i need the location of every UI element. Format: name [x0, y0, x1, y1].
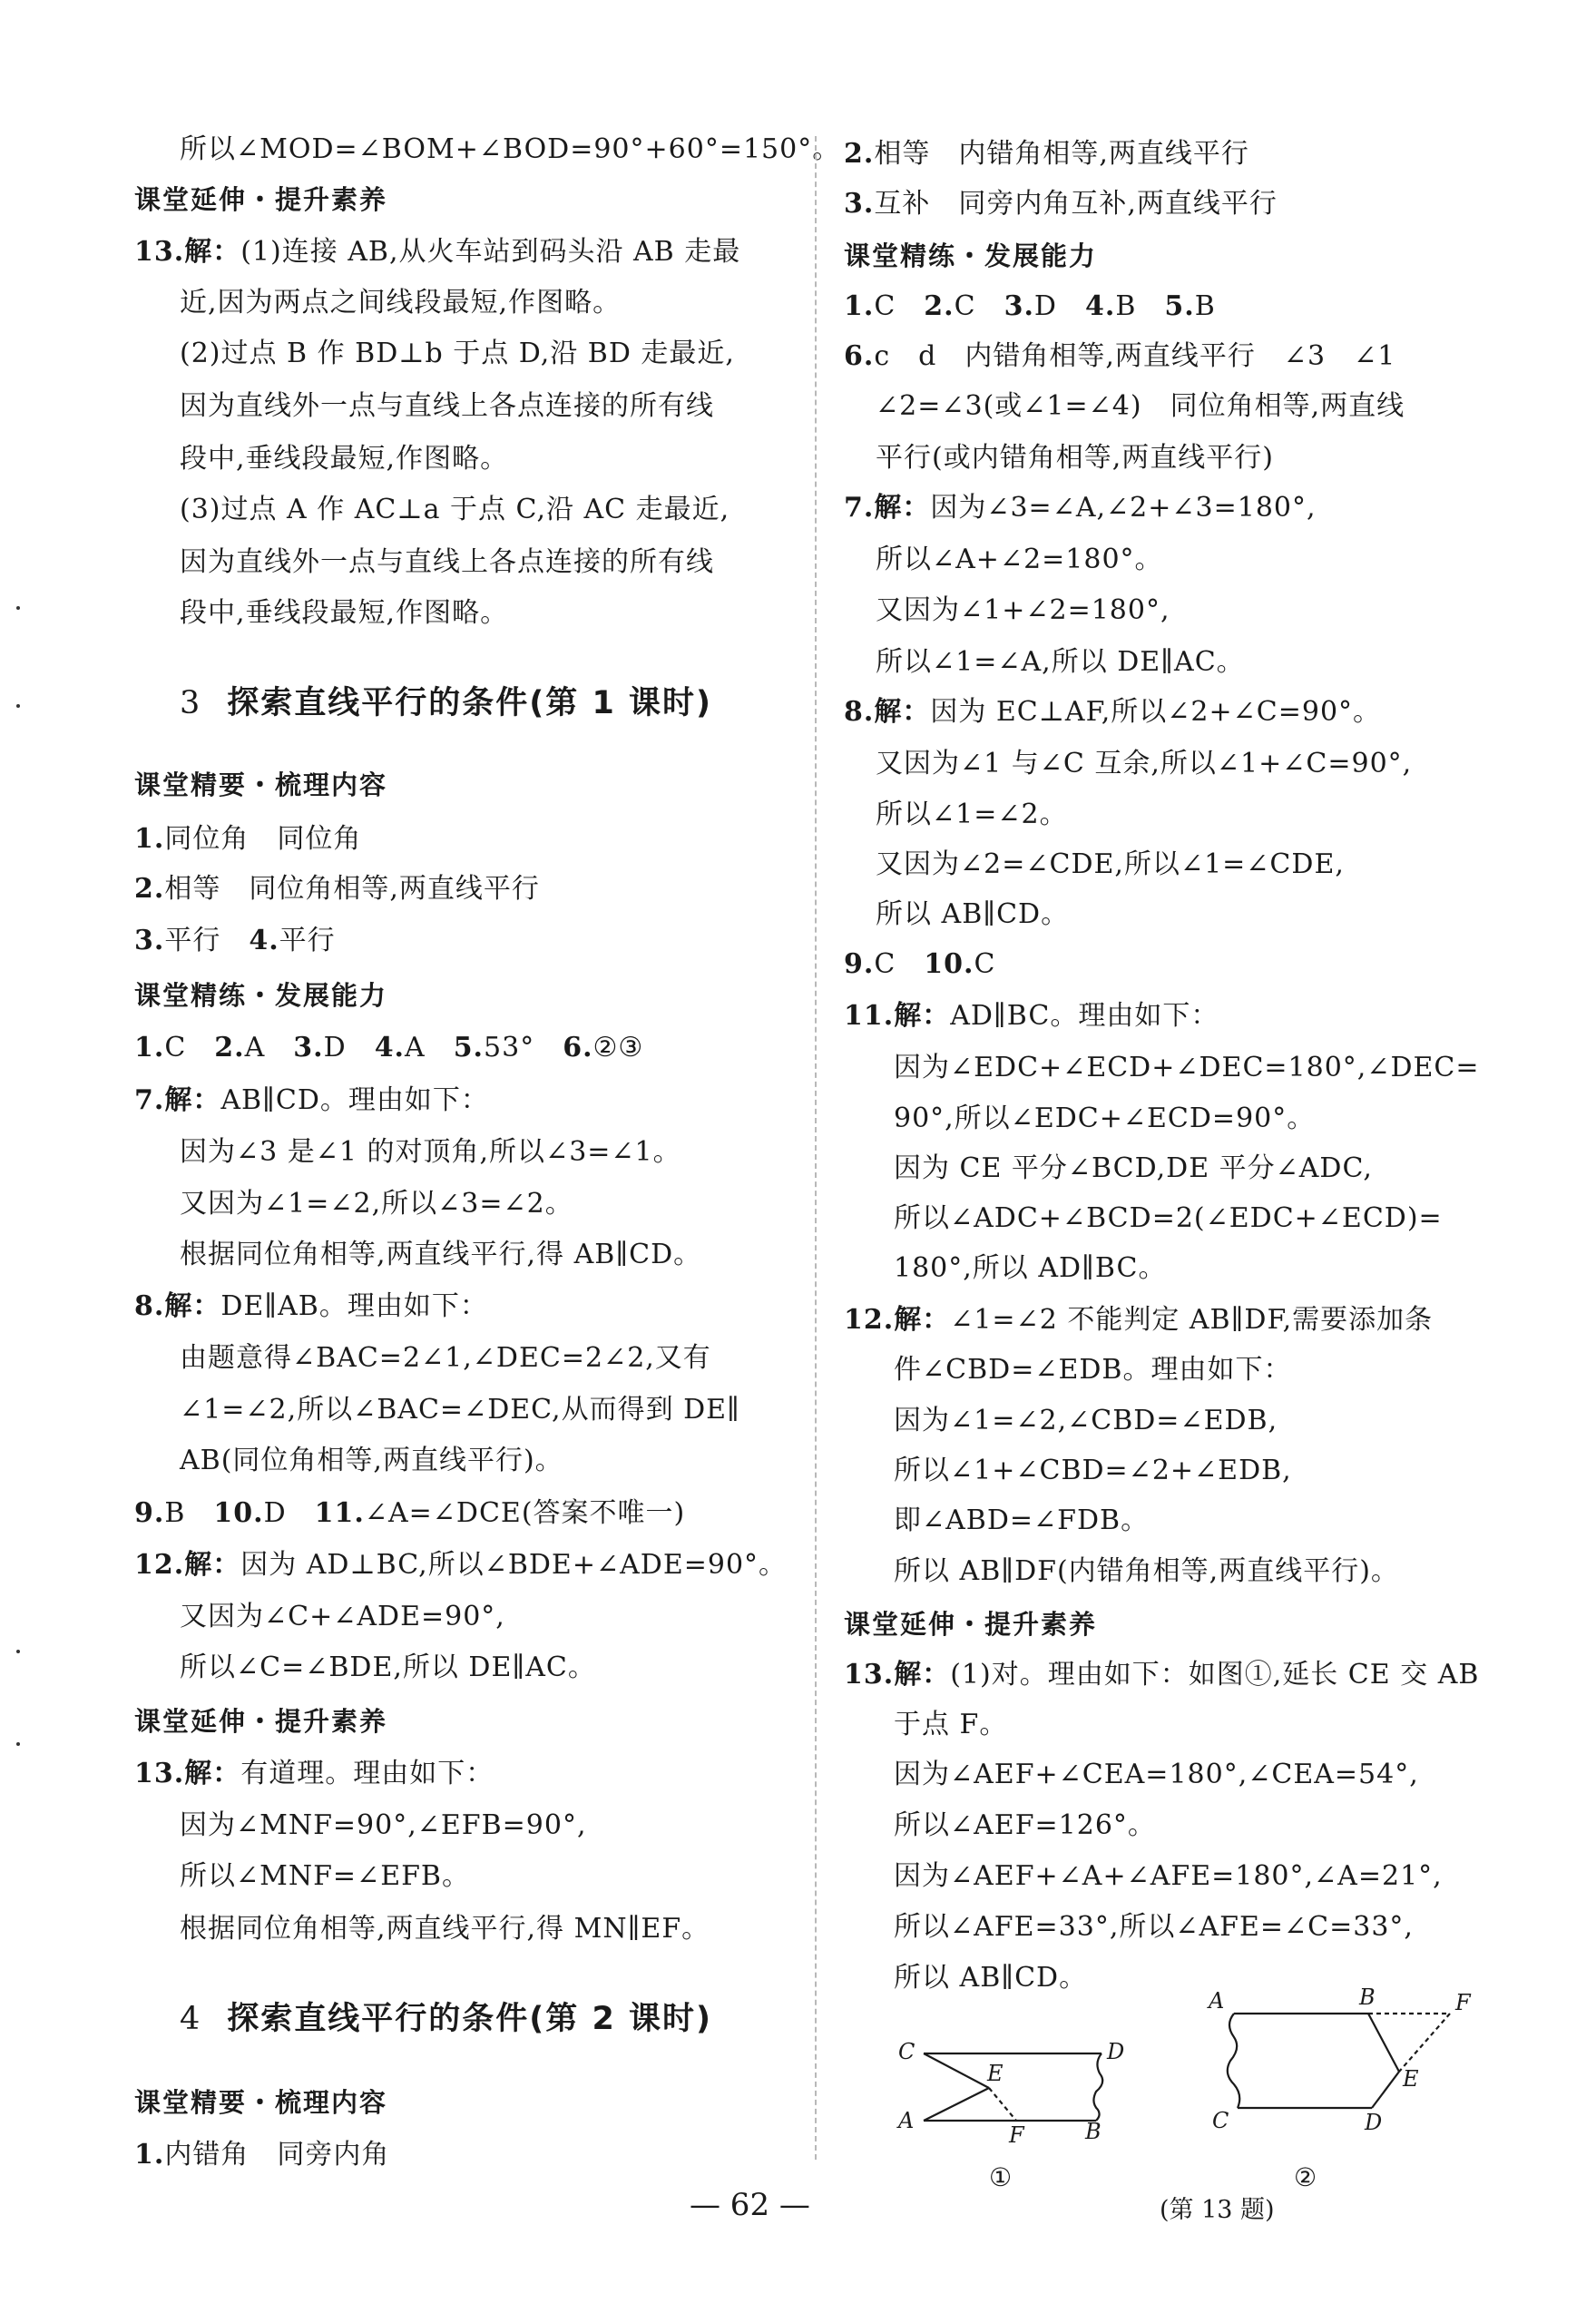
- answer-item: [844, 338, 1395, 375]
- fig1-label-d: D: [1107, 2039, 1125, 2064]
- section-heading-text: 课堂延伸・提升素养: [134, 1706, 388, 1737]
- answer-text: 平行(或内错角相等,两直线平行): [876, 442, 1274, 474]
- fig1-caption: ①: [989, 2162, 1013, 2192]
- answer-line: [180, 285, 621, 321]
- item-number: 13.: [134, 1758, 185, 1789]
- answer-line: [894, 1909, 1414, 1945]
- answer-line: [180, 1443, 563, 1479]
- item-number: 6.: [563, 1032, 593, 1063]
- answer-item: [134, 871, 540, 907]
- section-heading: [134, 2084, 387, 2121]
- solution-label: 解：: [184, 1549, 241, 1581]
- solution-label: 解：: [184, 1758, 241, 1789]
- answer-text: ∠A=∠DCE(答案不唯一): [364, 1497, 686, 1529]
- item-number: 5.: [453, 1032, 485, 1063]
- answer-text: AB(同位角相等,两直线平行)。: [180, 1445, 563, 1476]
- answer-line: [180, 1237, 701, 1273]
- answer-text: 所以 AB∥CD。: [876, 898, 1070, 930]
- page-number: — 62 —: [690, 2187, 810, 2223]
- answer-text: 因为∠1=∠2,∠CBD=∠EDB,: [894, 1405, 1278, 1436]
- item-number: 3.: [293, 1032, 324, 1063]
- answer-line: [180, 1134, 681, 1171]
- fig2-caption: ②: [1294, 2162, 1317, 2192]
- item-number: 3.: [134, 925, 165, 956]
- answer-line: [876, 746, 1412, 782]
- solution-label: 解：: [894, 1304, 951, 1336]
- fig1-label-e: E: [987, 2061, 1004, 2086]
- answer-text: 因为直线外一点与直线上各点连接的所有线: [180, 390, 714, 422]
- answer-text: 段中,垂线段最短,作图略。: [180, 597, 509, 629]
- answer-text: D: [1033, 290, 1085, 322]
- section-heading: [134, 977, 387, 1014]
- answer-item: [844, 136, 1249, 172]
- answer-item: [134, 923, 336, 959]
- answer-text: 所以∠ADC+∠BCD=2(∠EDC+∠ECD)=: [894, 1202, 1443, 1234]
- fig2-label-f: F: [1455, 1990, 1471, 2015]
- answer-line: [180, 1392, 740, 1428]
- fig2-label-a: A: [1209, 1988, 1225, 2014]
- item-number: 11.: [314, 1497, 365, 1529]
- item-number: 1.: [134, 2139, 165, 2171]
- column-divider: [815, 136, 817, 2160]
- answer-line: [876, 644, 1245, 681]
- answer-item: [134, 1547, 787, 1583]
- answer-text: 所以∠MNF=∠EFB。: [180, 1860, 470, 1892]
- figure-caption: (第 13 题): [1160, 2196, 1275, 2224]
- answer-item: [134, 821, 361, 858]
- answer-line: [894, 1151, 1373, 1187]
- answer-text: 由题意得∠BAC=2∠1,∠DEC=2∠2,又有: [180, 1342, 711, 1374]
- fig1-label-a: A: [898, 2108, 915, 2133]
- answer-text: B: [1115, 290, 1165, 322]
- answer-text: 因为∠AEF+∠A+∠AFE=180°,∠A=21°,: [894, 1860, 1443, 1892]
- answer-text: 段中,垂线段最短,作图略。: [180, 443, 509, 475]
- item-number: 9.: [134, 1497, 165, 1529]
- answer-item: [844, 1657, 1479, 1693]
- lesson-number: 3: [180, 685, 202, 721]
- answer-text: (1)对。理由如下：如图①,延长 CE 交 AB: [950, 1659, 1480, 1691]
- section-heading: [844, 1606, 1097, 1642]
- answer-item: [844, 694, 1381, 730]
- answer-line: [180, 1340, 711, 1377]
- solution-label: 解：: [874, 492, 931, 524]
- item-number: 2.: [214, 1032, 245, 1063]
- answer-line: [876, 440, 1274, 476]
- section-heading: [134, 767, 387, 803]
- answer-text: 相等 内错角相等,两直线平行: [874, 138, 1249, 170]
- answer-line: [180, 492, 729, 528]
- answer-text: C: [874, 290, 925, 322]
- answer-line: [876, 797, 1068, 833]
- item-number: 5.: [1164, 290, 1195, 322]
- answer-text: 件∠CBD=∠EDB。理由如下：: [894, 1354, 1292, 1386]
- answer-text: 所以∠AEF=126°。: [894, 1809, 1156, 1841]
- lesson-title-text: 探索直线平行的条件(第 2 课时): [227, 2001, 712, 2037]
- item-number: 10.: [924, 948, 974, 980]
- answer-text: 所以∠C=∠BDE,所以 DE∥AC。: [180, 1651, 596, 1683]
- answer-item: [134, 1289, 488, 1325]
- answer-line: [180, 1650, 596, 1686]
- answer-text: DE∥AB。理由如下：: [220, 1290, 488, 1322]
- fig2-label-b: B: [1359, 1985, 1376, 2010]
- answer-text: ∠2=∠3(或∠1=∠4) 同位角相等,两直线: [876, 390, 1405, 422]
- answer-line: [180, 544, 714, 581]
- item-number: 7.: [134, 1084, 165, 1116]
- item-number: 2.: [924, 290, 955, 322]
- solution-label: 解：: [184, 236, 241, 268]
- solution-label: 解：: [164, 1290, 221, 1322]
- item-number: 1.: [134, 1032, 165, 1063]
- answer-text: 又因为∠1+∠2=180°,: [876, 594, 1170, 626]
- answer-line: [894, 1553, 1399, 1590]
- answer-text: B: [1194, 290, 1216, 322]
- answer-text: 所以∠1=∠A,所以 DE∥AC。: [876, 646, 1245, 678]
- answer-line: [180, 336, 735, 372]
- answer-line: [894, 1201, 1443, 1237]
- solution-label: 解：: [874, 696, 931, 728]
- answer-text: 所以∠MOD=∠BOM+∠BOD=90°+60°=150°。: [180, 133, 841, 165]
- item-number: 12.: [134, 1549, 185, 1581]
- answer-line: [876, 388, 1405, 425]
- answer-item: [134, 1756, 494, 1792]
- answer-line: [180, 1911, 710, 1947]
- answer-item: [134, 1495, 685, 1532]
- margin-dot: [16, 606, 20, 610]
- answer-text: 于点 F。: [894, 1709, 1008, 1740]
- answer-line: [894, 1707, 1007, 1743]
- item-number: 13.: [844, 1659, 895, 1691]
- lesson-title-text: 探索直线平行的条件(第 1 课时): [227, 685, 712, 721]
- item-number: 4.: [374, 1032, 406, 1063]
- item-number: 4.: [1084, 290, 1116, 322]
- item-number: 3.: [1004, 290, 1034, 322]
- answer-text: (2)过点 B 作 BD⊥b 于点 D,沿 BD 走最近,: [180, 338, 735, 369]
- answer-line: [180, 1808, 587, 1844]
- answer-line: [876, 897, 1069, 933]
- answer-text: AD∥BC。理由如下：: [950, 1000, 1219, 1032]
- answer-text: B: [164, 1497, 214, 1529]
- solution-label: 解：: [164, 1084, 221, 1116]
- answer-line: [894, 1352, 1291, 1388]
- item-number: 8.: [134, 1290, 165, 1322]
- answer-text: 因为直线外一点与直线上各点连接的所有线: [180, 546, 714, 578]
- lesson-title: [180, 685, 712, 721]
- answer-line: [180, 1599, 505, 1635]
- answer-text: ∠1=∠2 不能判定 AB∥DF,需要添加条: [950, 1304, 1434, 1336]
- answer-item: [844, 289, 1216, 325]
- answer-text: 所以∠1=∠2。: [876, 799, 1068, 830]
- section-heading-text: 课堂精要・梳理内容: [134, 769, 388, 800]
- answer-text: C: [954, 290, 1004, 322]
- section-heading-text: 课堂精练・发展能力: [134, 980, 388, 1011]
- answer-text: 180°,所以 AD∥BC。: [894, 1252, 1167, 1284]
- figure-2: [1198, 1974, 1488, 2191]
- fig1-label-f: F: [1009, 2122, 1024, 2148]
- answer-item: [844, 946, 995, 983]
- answer-text: 所以 AB∥DF(内错角相等,两直线平行)。: [894, 1555, 1399, 1587]
- solution-label: 解：: [894, 1659, 951, 1691]
- answer-item: [844, 186, 1278, 222]
- answer-text: c d 内错角相等,两直线平行 ∠3 ∠1: [874, 340, 1396, 372]
- section-heading: [134, 1703, 387, 1740]
- answer-text: 内错角 同旁内角: [164, 2139, 390, 2171]
- item-number: 6.: [844, 340, 875, 372]
- section-heading-text: 课堂精练・发展能力: [844, 240, 1098, 271]
- answer-text: 因为∠MNF=90°,∠EFB=90°,: [180, 1809, 587, 1841]
- answer-text: A: [405, 1032, 454, 1063]
- answer-text: 所以 AB∥CD。: [894, 1962, 1088, 1994]
- answer-text: 53°: [484, 1032, 563, 1063]
- answer-item: [844, 1302, 1433, 1338]
- fig2-label-d: D: [1365, 2110, 1383, 2135]
- answer-line: [894, 1250, 1166, 1287]
- answer-text: 因为∠EDC+∠ECD+∠DEC=180°,∠DEC=: [894, 1052, 1480, 1083]
- answer-text: 因为 CE 平分∠BCD,DE 平分∠ADC,: [894, 1152, 1373, 1184]
- item-number: 4.: [249, 925, 279, 956]
- figure-1: [898, 1974, 1134, 2191]
- answer-text: 互补 同旁内角互补,两直线平行: [874, 188, 1278, 220]
- answer-line: [180, 595, 508, 632]
- fig1-label-c: C: [898, 2039, 915, 2064]
- answer-text: (3)过点 A 作 AC⊥a 于点 C,沿 AC 走最近,: [180, 494, 730, 525]
- answer-text: 因为∠AEF+∠CEA=180°,∠CEA=54°,: [894, 1759, 1419, 1790]
- fig2-label-c: C: [1212, 2108, 1229, 2133]
- item-number: 10.: [213, 1497, 264, 1529]
- item-number: 8.: [844, 696, 875, 728]
- answer-item: [134, 1083, 489, 1119]
- item-number: 1.: [134, 823, 165, 855]
- answer-line: [876, 847, 1345, 883]
- answer-text: 又因为∠1 与∠C 互余,所以∠1+∠C=90°,: [876, 748, 1413, 779]
- section-heading-text: 课堂精要・梳理内容: [134, 2087, 388, 2118]
- answer-line: [894, 1101, 1315, 1137]
- answer-text: C: [974, 948, 996, 980]
- item-number: 1.: [844, 290, 875, 322]
- answer-text: 相等 同位角相等,两直线平行: [164, 873, 540, 905]
- section-heading-text: 课堂延伸・提升素养: [844, 1609, 1098, 1640]
- item-number: 11.: [844, 1000, 895, 1032]
- answer-text: 又因为∠1=∠2,所以∠3=∠2。: [180, 1188, 573, 1220]
- answer-text: D: [263, 1497, 315, 1529]
- answer-line: [894, 1050, 1480, 1086]
- item-number: 2.: [844, 138, 875, 170]
- margin-dot: [16, 1650, 20, 1653]
- section-heading-text: 课堂延伸・提升素养: [134, 184, 388, 215]
- answer-text: 因为∠3 是∠1 的对顶角,所以∠3=∠1。: [180, 1136, 681, 1168]
- answer-text: 有道理。理由如下：: [240, 1758, 494, 1789]
- answer-text: 所以∠AFE=33°,所以∠AFE=∠C=33°,: [894, 1911, 1414, 1943]
- fig1-label-b: B: [1085, 2119, 1102, 2144]
- answer-text: C: [874, 948, 925, 980]
- answer-item: [134, 1030, 643, 1066]
- item-number: 7.: [844, 492, 875, 524]
- answer-line: [180, 441, 508, 477]
- answer-text: 平行: [164, 925, 250, 956]
- answer-text: (1)连接 AB,从火车站到码头沿 AB 走最: [240, 236, 741, 268]
- answer-text: 平行: [279, 925, 336, 956]
- answer-text: 同位角 同位角: [164, 823, 362, 855]
- answer-text: 所以∠1+∠CBD=∠2+∠EDB,: [894, 1455, 1292, 1486]
- answer-text: C: [164, 1032, 215, 1063]
- answer-line: [180, 1186, 573, 1222]
- lesson-number: 4: [180, 2001, 202, 2037]
- answer-line: [894, 1757, 1419, 1793]
- lesson-title: [180, 2001, 712, 2037]
- answer-text: A: [244, 1032, 294, 1063]
- answer-text: 因为 EC⊥AF,所以∠2+∠C=90°。: [930, 696, 1382, 728]
- answer-text: 即∠ABD=∠FDB。: [894, 1504, 1150, 1536]
- answer-item: [134, 2137, 389, 2173]
- answer-line: [876, 542, 1163, 578]
- answer-text: 根据同位角相等,两直线平行,得 AB∥CD。: [180, 1239, 702, 1270]
- fig2-label-e: E: [1403, 2066, 1419, 2092]
- answer-line: [894, 1453, 1292, 1489]
- answer-text: 所以∠A+∠2=180°。: [876, 544, 1163, 575]
- item-number: 12.: [844, 1304, 895, 1336]
- answer-line: [180, 388, 714, 425]
- item-number: 9.: [844, 948, 875, 980]
- answer-text: ②③: [592, 1032, 644, 1063]
- item-number: 3.: [844, 188, 875, 220]
- answer-text: AB∥CD。理由如下：: [220, 1084, 489, 1116]
- answer-text: 近,因为两点之间线段最短,作图略。: [180, 287, 622, 319]
- margin-dot: [16, 704, 20, 708]
- answer-line: [180, 1858, 470, 1895]
- answer-line: [180, 132, 840, 168]
- answer-text: ∠1=∠2,所以∠BAC=∠DEC,从而得到 DE∥: [180, 1394, 740, 1426]
- answer-line: [894, 1403, 1278, 1439]
- answer-line: [894, 1808, 1156, 1844]
- answer-item: [844, 490, 1317, 526]
- answer-text: 90°,所以∠EDC+∠ECD=90°。: [894, 1103, 1316, 1134]
- answer-line: [894, 1503, 1149, 1539]
- section-heading: [844, 238, 1097, 274]
- answer-text: 根据同位角相等,两直线平行,得 MN∥EF。: [180, 1913, 710, 1945]
- answer-text: 又因为∠C+∠ADE=90°,: [180, 1601, 505, 1632]
- answer-line: [876, 593, 1170, 629]
- answer-item: [134, 234, 740, 270]
- item-number: 13.: [134, 236, 185, 268]
- section-heading: [134, 181, 387, 218]
- answer-text: 因为 AD⊥BC,所以∠BDE+∠ADE=90°。: [240, 1549, 788, 1581]
- margin-dot: [16, 1742, 20, 1746]
- answer-line: [894, 1858, 1443, 1895]
- answer-item: [844, 998, 1219, 1034]
- answer-text: 又因为∠2=∠CDE,所以∠1=∠CDE,: [876, 848, 1345, 880]
- answer-text: 因为∠3=∠A,∠2+∠3=180°,: [930, 492, 1317, 524]
- item-number: 2.: [134, 873, 165, 905]
- answer-text: D: [323, 1032, 375, 1063]
- solution-label: 解：: [894, 1000, 951, 1032]
